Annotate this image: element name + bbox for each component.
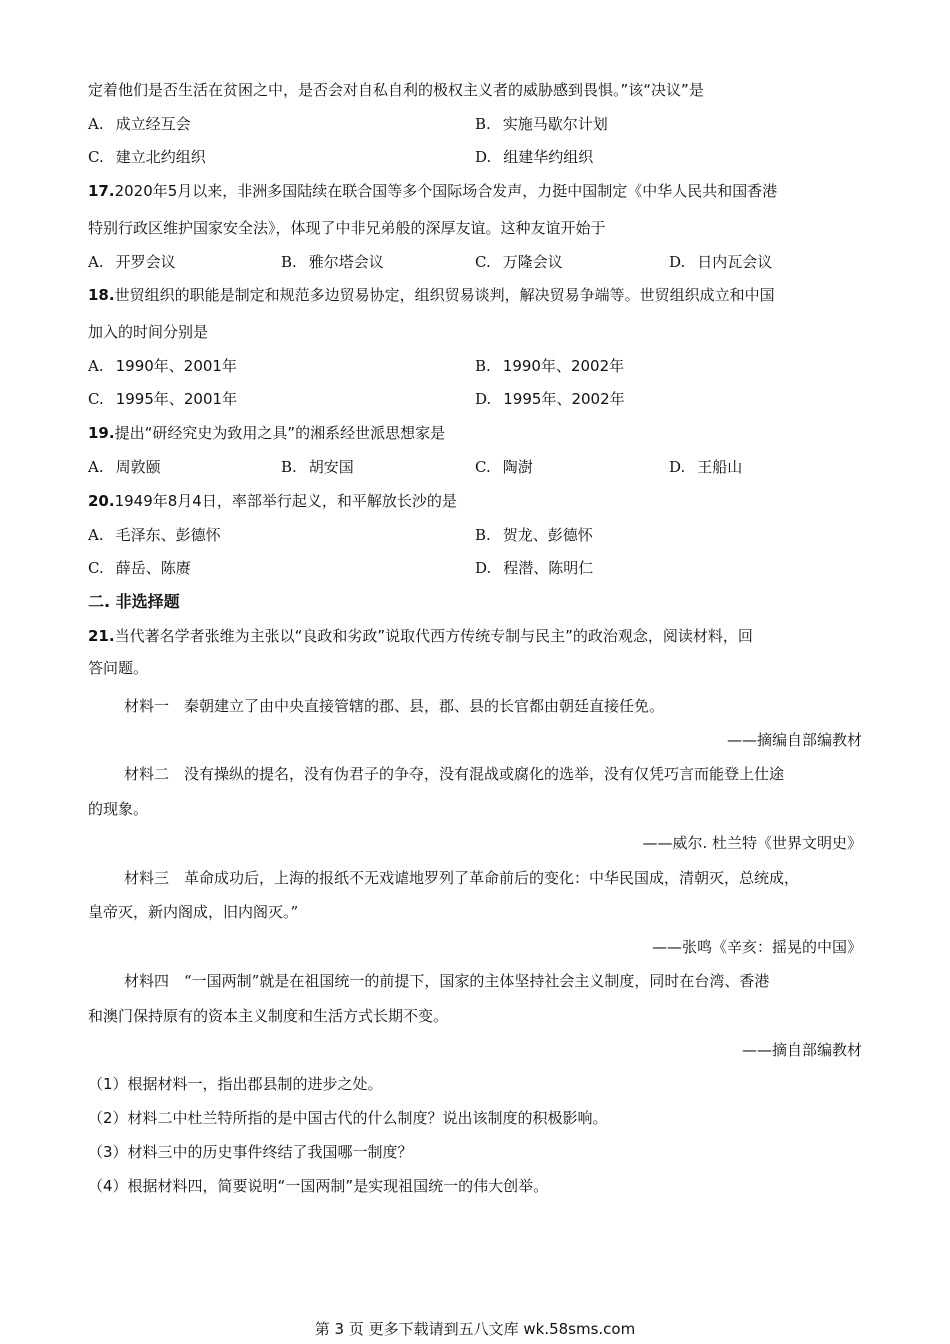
q20-stem-line1: 20.1949年8月4日，率部举行起义，和平解放长沙的是 <box>88 492 457 510</box>
material-4-text-line1: 材料四 “一国两制”就是在祖国统一的前提下，国家的主体坚持社会主义制度，同时在台湾、香港 <box>124 972 770 990</box>
q19-option-c[interactable]: C. 陶澍 <box>475 458 533 476</box>
q17-stem-line2: 特别行政区维护国家安全法》，体现了中非兄弟般的深厚友谊。这种友谊开始于 <box>88 219 606 237</box>
q21-subquestion-3: （3）材料三中的历史事件终结了我国哪一制度？ <box>88 1143 413 1161</box>
material-1-source: ——摘编自部编教材 <box>726 731 862 749</box>
q21-subquestion-1: （1）根据材料一，指出郡县制的进步之处。 <box>88 1075 383 1093</box>
q18-stem-line1: 18.世贸组织的职能是制定和规范多边贸易协定，组织贸易谈判，解决贸易争端等。世贸组织成立和中国 <box>88 286 775 304</box>
material-4-text-line2: 和澳门保持原有的资本主义制度和生活方式长期不变。 <box>88 1007 449 1025</box>
material-2-text-line2: 的现象。 <box>88 800 149 818</box>
q17-option-b[interactable]: B. 雅尔塔会议 <box>281 253 384 271</box>
q19-option-a[interactable]: A. 周敦颐 <box>88 458 161 476</box>
q16-option-a[interactable]: A. 成立经互会 <box>88 115 191 133</box>
q21-stem-line1: 21.当代著名学者张维为主张以“良政和劣政”说取代西方传统专制与民主”的政治观念，阅读材料，回 <box>88 627 753 645</box>
q20-option-d[interactable]: D. 程潜、陈明仁 <box>475 559 594 577</box>
q19-option-b[interactable]: B. 胡安国 <box>281 458 354 476</box>
material-3-source: ——张鸣《辛亥：摇晃的中国》 <box>651 938 862 956</box>
q17-option-d[interactable]: D. 日内瓦会议 <box>669 253 773 271</box>
q17-stem-line1: 17.2020年5月以来，非洲多国陆续在联合国等多个国际场合发声，力挺中国制定《中华人民共和国香港 <box>88 182 778 200</box>
q16-stem-tail: 定着他们是否生活在贫困之中，是否会对自私自利的极权主义者的威胁感到畏惧。”该“决议”是 <box>88 81 704 99</box>
q16-option-b[interactable]: B. 实施马歇尔计划 <box>475 115 608 133</box>
q21-subquestion-4: （4）根据材料四，简要说明“一国两制”是实现祖国统一的伟大创举。 <box>88 1177 549 1195</box>
q20-option-b[interactable]: B. 贺龙、彭德怀 <box>475 526 593 544</box>
material-4-source: ——摘自部编教材 <box>741 1041 862 1059</box>
q17-option-a[interactable]: A. 开罗会议 <box>88 253 176 271</box>
material-2-source: ——威尔. 杜兰特《世界文明史》 <box>642 834 862 852</box>
q18-option-b[interactable]: B. 1990年、2002年 <box>475 357 625 375</box>
q16-option-c[interactable]: C. 建立北约组织 <box>88 148 206 166</box>
q18-option-c[interactable]: C. 1995年、2001年 <box>88 390 238 408</box>
q21-subquestion-2: （2）材料二中杜兰特所指的是中国古代的什么制度？说出该制度的积极影响。 <box>88 1109 608 1127</box>
q20-option-c[interactable]: C. 薛岳、陈赓 <box>88 559 191 577</box>
section-heading-non-choice: 二. 非选择题 <box>88 592 180 611</box>
q19-stem-line1: 19.提出“研经究史为致用之具”的湘系经世派思想家是 <box>88 424 446 442</box>
material-3-text-line1: 材料三 革命成功后，上海的报纸不无戏谑地罗列了革命前后的变化：中华民国成，清朝灭，总统成， <box>124 869 800 887</box>
q18-stem-line2: 加入的时间分别是 <box>88 323 209 341</box>
q16-option-d[interactable]: D. 组建华约组织 <box>475 148 594 166</box>
page-footer: 第 3 页 更多下载请到五八文库 wk.58sms.com <box>314 1320 636 1338</box>
material-2-text-line1: 材料二 没有操纵的提名，没有伪君子的争夺，没有混战或腐化的选举，没有仅凭巧言而能登上仕途 <box>124 765 785 783</box>
q19-option-d[interactable]: D. 王船山 <box>669 458 743 476</box>
material-1-text: 材料一 秦朝建立了由中央直接管辖的郡、县，郡、县的长官都由朝廷直接任免。 <box>124 697 665 715</box>
q17-option-c[interactable]: C. 万隆会议 <box>475 253 563 271</box>
q18-option-d[interactable]: D. 1995年、2002年 <box>475 390 625 408</box>
q18-option-a[interactable]: A. 1990年、2001年 <box>88 357 237 375</box>
q21-stem-line2: 答问题。 <box>88 659 149 677</box>
material-3-text-line2: 皇帝灭，新内阁成，旧内阁灭。” <box>88 903 299 921</box>
q20-option-a[interactable]: A. 毛泽东、彭德怀 <box>88 526 221 544</box>
